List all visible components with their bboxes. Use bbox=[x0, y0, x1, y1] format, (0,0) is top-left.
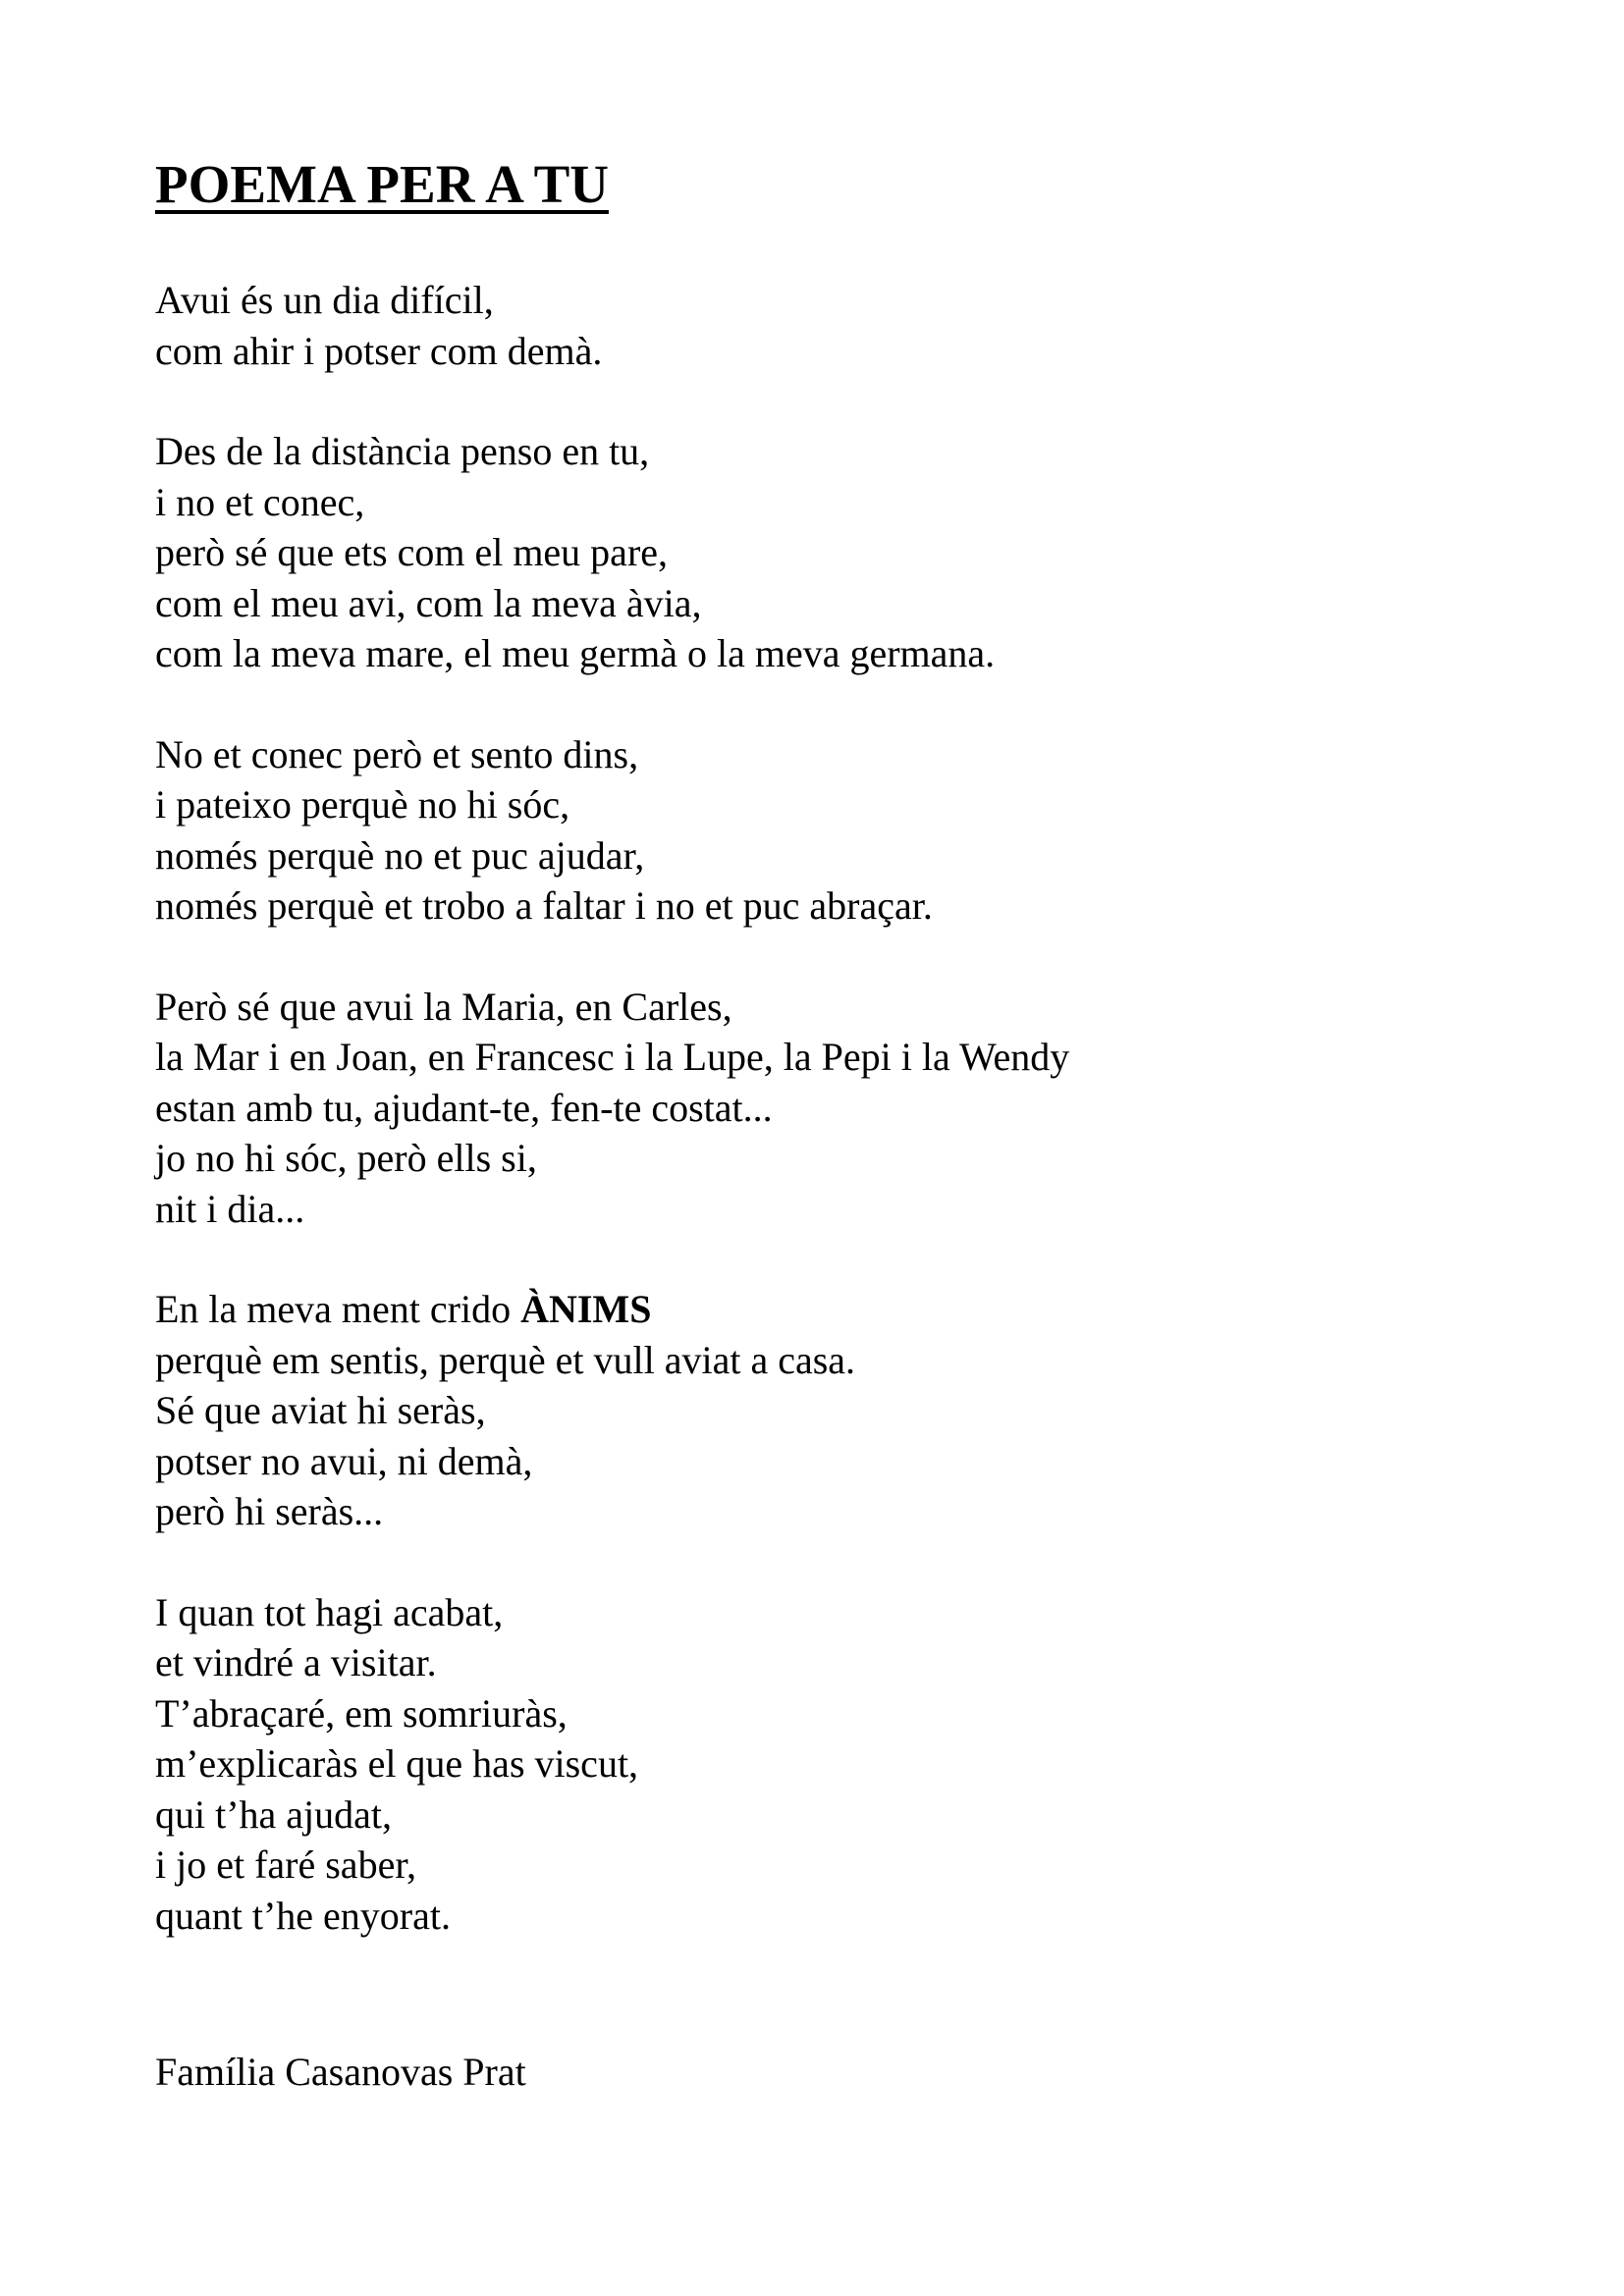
stanza-6 bbox=[155, 1587, 1530, 1942]
stanza-5 bbox=[155, 1284, 1530, 1537]
poem-line: et vindré a visitar. bbox=[155, 1640, 437, 1684]
poem-line: potser no avui, ni demà, bbox=[155, 1438, 533, 1483]
poem-line bbox=[155, 1284, 1530, 1335]
poem-line: jo no hi sóc, però ells si, bbox=[155, 1136, 537, 1180]
stanza-2 bbox=[155, 426, 1530, 679]
poem-line: i no et conec, bbox=[155, 479, 365, 524]
poem-line: T’abraçaré, em somriuràs, bbox=[155, 1690, 568, 1735]
poem-line: No et conec però et sento dins, bbox=[155, 731, 639, 776]
poem-line: però sé que ets com el meu pare, bbox=[155, 530, 669, 574]
stanza-1 bbox=[155, 275, 1530, 376]
poem-line: quant t’he enyorat. bbox=[155, 1893, 451, 1938]
poem-line: només perquè et trobo a faltar i no et puc abraçar. bbox=[155, 883, 933, 928]
poem-line: estan amb tu, ajudant-te, fen-te costat... bbox=[155, 1085, 773, 1130]
poem-line: m’explicaràs el que has viscut, bbox=[155, 1741, 639, 1786]
emphasis-word: ÀNIMS bbox=[520, 1287, 652, 1331]
poem-line: nit i dia... bbox=[155, 1186, 305, 1231]
poem-line: com la meva mare, el meu germà o la meva germana. bbox=[155, 631, 996, 675]
poem-line-prefix: En la meva ment crido bbox=[155, 1287, 521, 1331]
stanza-4 bbox=[155, 982, 1530, 1235]
poem-line: qui t’ha ajudat, bbox=[155, 1791, 393, 1837]
signature: Família Casanovas Prat bbox=[155, 2050, 526, 2094]
poem-line: com ahir i potser com demà. bbox=[155, 328, 603, 373]
stanza-3 bbox=[155, 729, 1530, 932]
poem-line: perquè em sentis, perquè et vull aviat a casa. bbox=[155, 1337, 856, 1382]
poem-line: Sé que aviat hi seràs, bbox=[155, 1388, 486, 1432]
poem-title: POEMA PER A TU bbox=[155, 154, 609, 214]
poem-line: com el meu avi, com la meva àvia, bbox=[155, 580, 702, 625]
poem-body bbox=[155, 275, 1530, 1991]
poem-line: però hi seràs... bbox=[155, 1489, 384, 1533]
poem-line: Però sé que avui la Maria, en Carles, bbox=[155, 984, 732, 1029]
poem-line: Des de la distància penso en tu, bbox=[155, 429, 650, 473]
poem-line: i pateixo perquè no hi sóc, bbox=[155, 782, 570, 827]
poem-line: la Mar i en Joan, en Francesc i la Lupe, la Pepi i la Wendy bbox=[155, 1035, 1070, 1079]
poem-line: i jo et faré saber, bbox=[155, 1842, 417, 1887]
poem-line: I quan tot hagi acabat, bbox=[155, 1589, 504, 1634]
poem-line: Avui és un dia difícil, bbox=[155, 278, 494, 322]
poem-line: només perquè no et puc ajudar, bbox=[155, 832, 645, 878]
